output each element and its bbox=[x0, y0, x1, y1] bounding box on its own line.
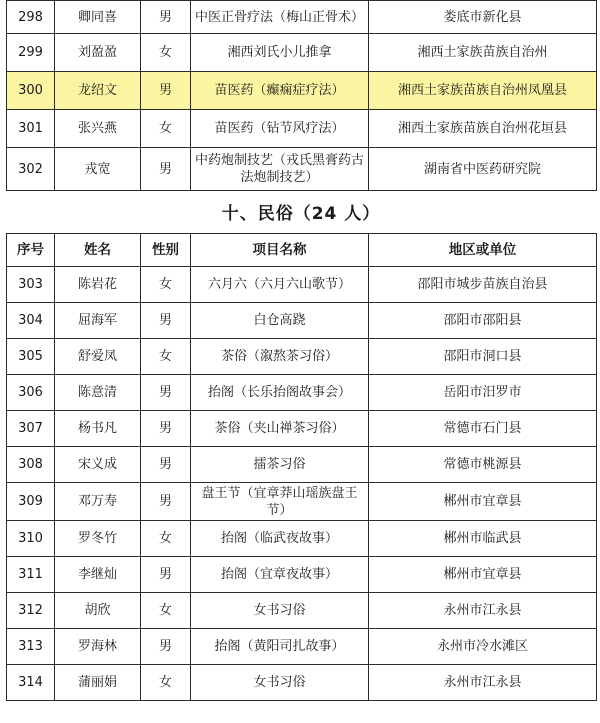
cell-sex: 女 bbox=[141, 339, 191, 375]
cell-project: 苗医药（钻节风疗法） bbox=[191, 110, 369, 148]
cell-no: 306 bbox=[7, 375, 55, 411]
cell-area: 郴州市临武县 bbox=[369, 521, 597, 557]
table-row bbox=[7, 339, 597, 375]
table-row bbox=[7, 447, 597, 483]
table-row-highlighted bbox=[7, 72, 597, 110]
cell-area: 湘西土家族苗族自治州 bbox=[369, 34, 597, 72]
cell-area: 邵阳市洞口县 bbox=[369, 339, 597, 375]
cell-project: 白仓高跷 bbox=[191, 303, 369, 339]
cell-name: 戎宽 bbox=[55, 148, 141, 191]
document-page bbox=[6, 0, 596, 701]
cell-area: 永州市冷水滩区 bbox=[369, 629, 597, 665]
cell-sex: 女 bbox=[141, 665, 191, 701]
cell-area: 湘西土家族苗族自治州凤凰县 bbox=[369, 72, 597, 110]
cell-sex: 男 bbox=[141, 411, 191, 447]
cell-no: 302 bbox=[7, 148, 55, 191]
cell-no: 311 bbox=[7, 557, 55, 593]
cell-name: 罗海林 bbox=[55, 629, 141, 665]
cell-name: 舒爱凤 bbox=[55, 339, 141, 375]
cell-project: 擂茶习俗 bbox=[191, 447, 369, 483]
cell-name: 张兴燕 bbox=[55, 110, 141, 148]
folk-custom-table bbox=[6, 233, 597, 701]
table-row bbox=[7, 629, 597, 665]
cell-area: 永州市江永县 bbox=[369, 665, 597, 701]
cell-no: 308 bbox=[7, 447, 55, 483]
table-row bbox=[7, 593, 597, 629]
cell-area: 常德市石门县 bbox=[369, 411, 597, 447]
cell-project: 女书习俗 bbox=[191, 665, 369, 701]
cell-no: 300 bbox=[7, 72, 55, 110]
cell-name: 刘盈盈 bbox=[55, 34, 141, 72]
cell-name: 卿同喜 bbox=[55, 1, 141, 34]
cell-sex: 男 bbox=[141, 375, 191, 411]
cell-sex: 男 bbox=[141, 447, 191, 483]
cell-project: 中药炮制技艺（戎氏黑膏药古法炮制技艺） bbox=[191, 148, 369, 191]
cell-name: 陈意清 bbox=[55, 375, 141, 411]
cell-no: 310 bbox=[7, 521, 55, 557]
cell-area: 常德市桃源县 bbox=[369, 447, 597, 483]
cell-name: 蒲丽娟 bbox=[55, 665, 141, 701]
cell-no: 303 bbox=[7, 267, 55, 303]
cell-no: 298 bbox=[7, 1, 55, 34]
cell-area: 邵阳市邵阳县 bbox=[369, 303, 597, 339]
cell-no: 314 bbox=[7, 665, 55, 701]
cell-name: 胡欣 bbox=[55, 593, 141, 629]
cell-name: 陈岩花 bbox=[55, 267, 141, 303]
header-project: 项目名称 bbox=[191, 234, 369, 267]
table-row bbox=[7, 665, 597, 701]
cell-no: 313 bbox=[7, 629, 55, 665]
cell-sex: 女 bbox=[141, 267, 191, 303]
cell-no: 299 bbox=[7, 34, 55, 72]
cell-sex: 男 bbox=[141, 483, 191, 521]
cell-sex: 男 bbox=[141, 303, 191, 339]
cell-sex: 女 bbox=[141, 593, 191, 629]
cell-area: 邵阳市城步苗族自治县 bbox=[369, 267, 597, 303]
table-row bbox=[7, 521, 597, 557]
cell-name: 龙绍文 bbox=[55, 72, 141, 110]
cell-name: 宋义成 bbox=[55, 447, 141, 483]
cell-project: 抬阁（临武夜故事） bbox=[191, 521, 369, 557]
table-row bbox=[7, 483, 597, 521]
cell-project: 湘西刘氏小儿推拿 bbox=[191, 34, 369, 72]
cell-area: 湘西土家族苗族自治州花垣县 bbox=[369, 110, 597, 148]
cell-area: 岳阳市汨罗市 bbox=[369, 375, 597, 411]
table-row bbox=[7, 110, 597, 148]
cell-name: 邓万寿 bbox=[55, 483, 141, 521]
cell-area: 湖南省中医药研究院 bbox=[369, 148, 597, 191]
cell-area: 郴州市宜章县 bbox=[369, 557, 597, 593]
cell-no: 309 bbox=[7, 483, 55, 521]
cell-no: 305 bbox=[7, 339, 55, 375]
cell-no: 301 bbox=[7, 110, 55, 148]
section-title: 十、民俗（24 人） bbox=[221, 204, 381, 224]
table-row bbox=[7, 34, 597, 72]
cell-area: 郴州市宜章县 bbox=[369, 483, 597, 521]
cell-project: 抬阁（宜章夜故事） bbox=[191, 557, 369, 593]
cell-project: 抬阁（黄阳司扎故事） bbox=[191, 629, 369, 665]
cell-area: 永州市江永县 bbox=[369, 593, 597, 629]
header-area: 地区或单位 bbox=[369, 234, 597, 267]
cell-name: 罗冬竹 bbox=[55, 521, 141, 557]
cell-project: 茶俗（溆熬茶习俗） bbox=[191, 339, 369, 375]
table-row bbox=[7, 267, 597, 303]
cell-no: 304 bbox=[7, 303, 55, 339]
cell-project: 中医正骨疗法（梅山正骨术） bbox=[191, 1, 369, 34]
cell-sex: 男 bbox=[141, 1, 191, 34]
table-row bbox=[7, 411, 597, 447]
cell-project: 六月六（六月六山歌节） bbox=[191, 267, 369, 303]
table-row bbox=[7, 375, 597, 411]
table-row bbox=[7, 148, 597, 191]
header-no: 序号 bbox=[7, 234, 55, 267]
cell-project: 苗医药（癫痫症疗法） bbox=[191, 72, 369, 110]
header-sex: 性别 bbox=[141, 234, 191, 267]
table-row bbox=[7, 303, 597, 339]
cell-name: 李继灿 bbox=[55, 557, 141, 593]
cell-no: 312 bbox=[7, 593, 55, 629]
cell-sex: 男 bbox=[141, 557, 191, 593]
cell-sex: 男 bbox=[141, 148, 191, 191]
cell-no: 307 bbox=[7, 411, 55, 447]
cell-project: 盘王节（宜章莽山瑶族盘王节） bbox=[191, 483, 369, 521]
cell-project: 茶俗（夹山禅茶习俗） bbox=[191, 411, 369, 447]
cell-sex: 男 bbox=[141, 72, 191, 110]
cell-area: 娄底市新化县 bbox=[369, 1, 597, 34]
cell-project: 女书习俗 bbox=[191, 593, 369, 629]
cell-sex: 女 bbox=[141, 110, 191, 148]
cell-project: 抬阁（长乐抬阁故事会） bbox=[191, 375, 369, 411]
upper-table bbox=[6, 0, 597, 191]
cell-sex: 女 bbox=[141, 521, 191, 557]
table-row bbox=[7, 557, 597, 593]
table-header-row bbox=[7, 234, 597, 267]
cell-sex: 男 bbox=[141, 629, 191, 665]
cell-name: 屈海军 bbox=[55, 303, 141, 339]
table-row bbox=[7, 1, 597, 34]
cell-name: 杨书凡 bbox=[55, 411, 141, 447]
header-name: 姓名 bbox=[55, 234, 141, 267]
cell-sex: 女 bbox=[141, 34, 191, 72]
